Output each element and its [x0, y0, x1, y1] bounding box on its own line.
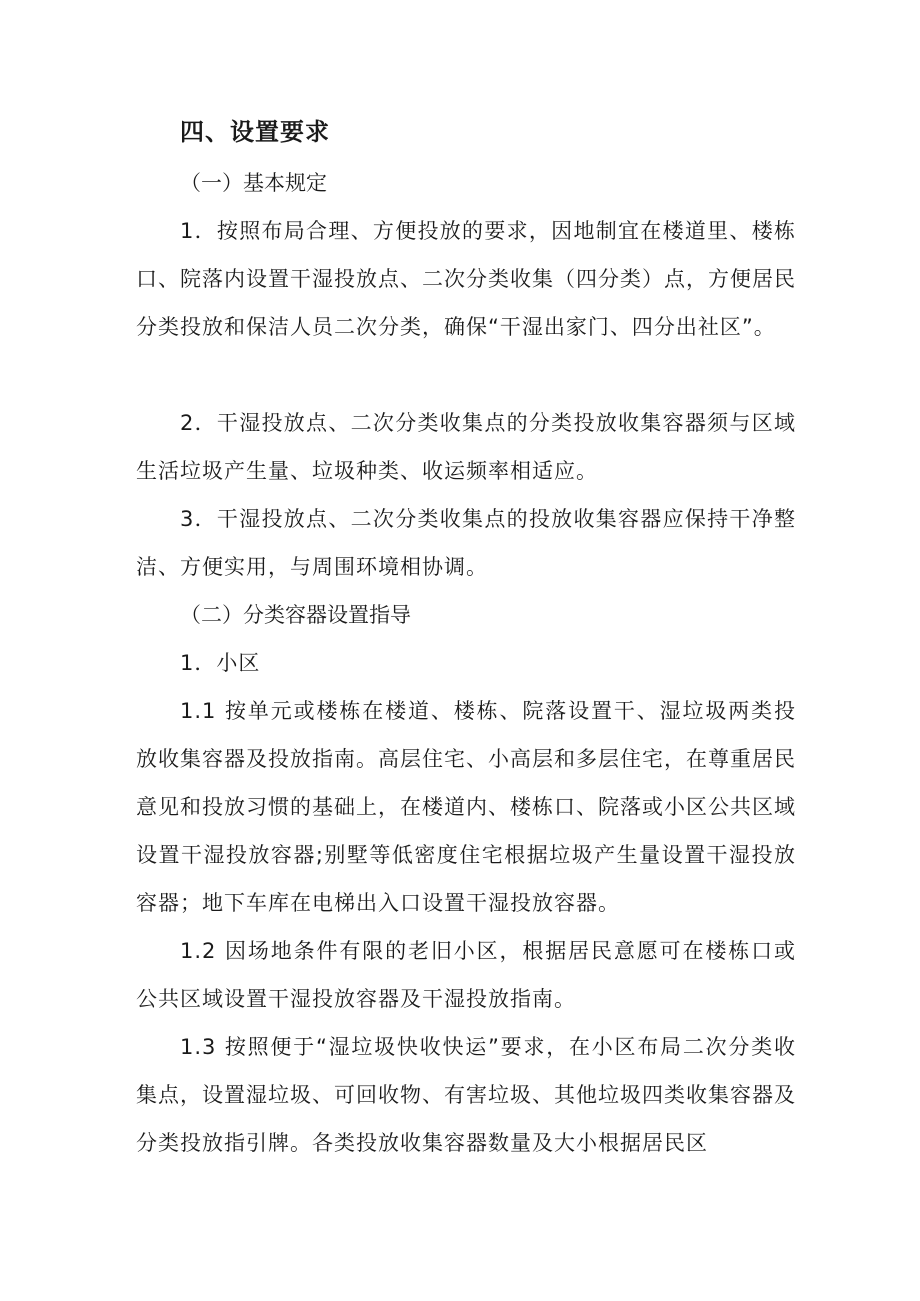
paragraph-item-1-1: 1.1 按单元或楼栋在楼道、楼栋、院落设置干、湿垃圾两类投放收集容器及投放指南。高层住宅、小高层和多层住宅，在尊重居民意见和投放习惯的基础上，在楼道内、楼栋口、院落或小区公共区域设置干湿投放容器;别墅等低密度住宅根据垃圾产生量设置干湿投放容器；地下车库在电梯出入口设置干湿投放容器。 [136, 699, 796, 915]
item-heading-residential: 1．小区 [180, 651, 261, 675]
paragraph-rule-3: 3．干湿投放点、二次分类收集点的投放收集容器应保持干净整洁、方便实用，与周围环境相协调。 [136, 507, 796, 579]
subsection-heading-container-guidance: （二）分类容器设置指导 [180, 603, 411, 627]
paragraph-rule-2: 2．干湿投放点、二次分类收集点的分类投放收集容器须与区域生活垃圾产生量、垃圾种类、收运频率相适应。 [136, 411, 796, 483]
paragraph-item-1-3: 1.3 按照便于“湿垃圾快收快运”要求，在小区布局二次分类收集点，设置湿垃圾、可回收物、有害垃圾、其他垃圾四类收集容器及分类投放指引牌。各类投放收集容器数量及大小根据居民区 [136, 1035, 796, 1155]
section-heading: 四、设置要求 [180, 118, 330, 146]
paragraph-rule-1: 1．按照布局合理、方便投放的要求，因地制宜在楼道里、楼栋口、院落内设置干湿投放点、二次分类收集（四分类）点，方便居民分类投放和保洁人员二次分类，确保“干湿出家门、四分出社区”。 [136, 219, 796, 339]
paragraph-item-1-2: 1.2 因场地条件有限的老旧小区，根据居民意愿可在楼栋口或公共区域设置干湿投放容器及干湿投放指南。 [136, 939, 796, 1011]
subsection-heading-basic-rules: （一）基本规定 [180, 171, 327, 195]
